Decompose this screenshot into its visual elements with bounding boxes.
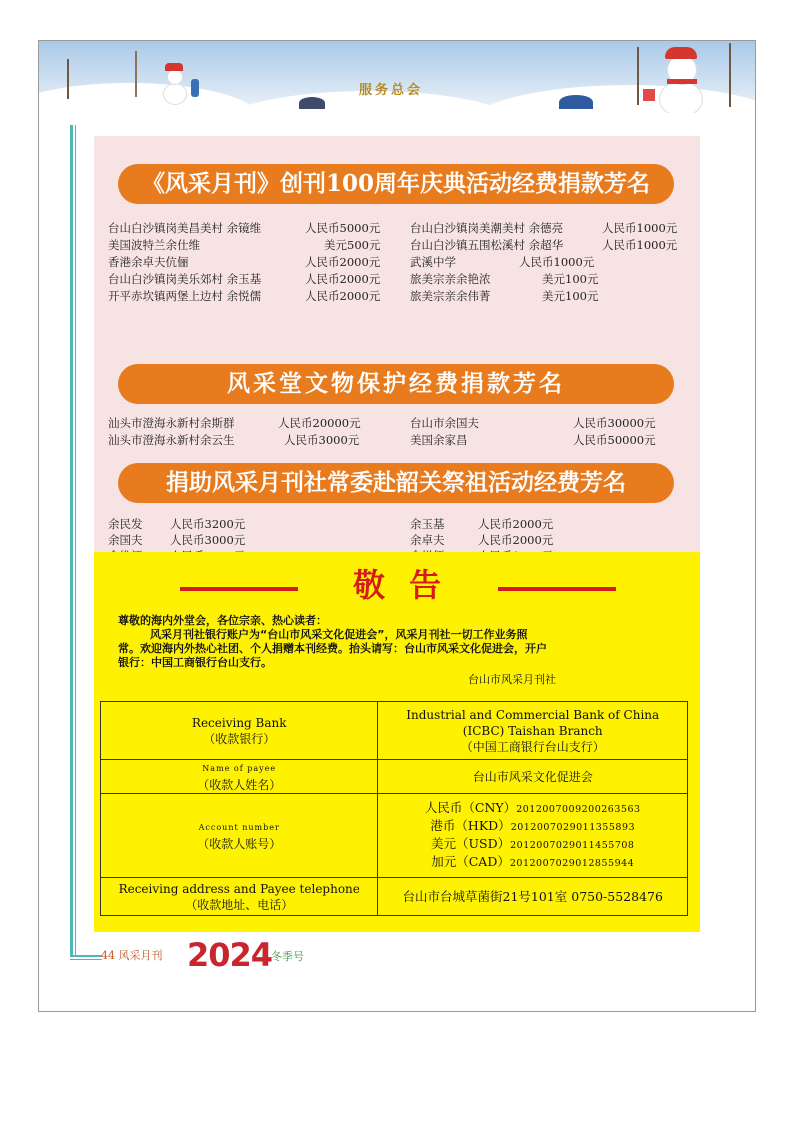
snowman-head xyxy=(167,69,183,85)
donor-amount: 人民币50000元 xyxy=(573,433,656,447)
currency: 港币（HKD） xyxy=(430,817,511,833)
tree-icon xyxy=(637,47,639,105)
table-label-cell xyxy=(101,878,378,916)
tree-icon xyxy=(67,59,69,99)
gift-icon xyxy=(643,89,655,101)
donor-name: 台山白沙镇岗美昌美村 余镜维 xyxy=(108,221,262,235)
section1-title: 《风采月刊》创刊100周年庆典活动经费捐款芳名 xyxy=(118,164,674,204)
table-value-cell xyxy=(378,794,688,878)
donor-amount: 人民币3000元 xyxy=(170,533,246,547)
snow-hill xyxy=(469,85,756,113)
donor-amount: 人民币1000元 xyxy=(602,221,678,235)
table-label-cell xyxy=(101,760,378,794)
notice-body: 风采月刊社银行账户为“台山市风采文化促进会”，风采月刊社一切工作业务照 xyxy=(150,628,528,641)
donor-name: 武溪中学 xyxy=(410,255,456,269)
table-label-cell xyxy=(101,794,378,878)
bush-icon xyxy=(299,97,325,109)
donor-name: 旅美宗亲余伟菁 xyxy=(410,289,491,303)
donor-name: 美国余家昌 xyxy=(410,433,468,447)
label-en: Receiving Bank xyxy=(191,715,287,730)
table-row xyxy=(101,794,688,878)
notice-body: 常。欢迎海内外热心社团、个人捐赠本刊经费。抬头请写：台山市风采文化促进会，开户 xyxy=(118,642,547,655)
account-number: 2012007029011355893 xyxy=(510,821,636,833)
snowman-icon xyxy=(163,83,187,105)
value-cn: （中国工商银行台山支行） xyxy=(460,739,605,754)
account-line xyxy=(378,854,687,872)
donor-name: 台山白沙镇岗美乐郊村 余玉基 xyxy=(108,272,262,286)
tree-icon xyxy=(729,43,731,107)
hat-icon xyxy=(665,47,697,59)
donor-name: 旅美宗亲余艳浓 xyxy=(410,272,491,286)
page xyxy=(38,40,756,1012)
label-cn: （收款人姓名） xyxy=(197,777,282,792)
label-cn: （收款人账号） xyxy=(197,836,282,851)
donor-name: 台山白沙镇岗美潮美村 余德亮 xyxy=(410,221,564,235)
donor-name: 香港余卓夫伉俪 xyxy=(108,255,189,269)
donor-amount: 人民币1000元 xyxy=(519,255,595,269)
notice-panel xyxy=(94,552,700,932)
account-number: 2012007009200263563 xyxy=(516,803,641,815)
footer-rule xyxy=(70,955,102,957)
donor-amount: 美元100元 xyxy=(542,289,599,303)
notice-body: 银行：中国工商银行台山支行。 xyxy=(118,656,272,669)
donor-amount: 人民币1000元 xyxy=(602,238,678,252)
label-en: Receiving address and Payee telephone xyxy=(118,881,360,896)
donor-amount: 人民币2000元 xyxy=(305,255,381,269)
label-cn: （收款银行） xyxy=(203,731,276,746)
currency: 人民币（CNY） xyxy=(424,799,517,815)
footer-page xyxy=(101,947,163,963)
donor-amount: 美元500元 xyxy=(324,238,381,252)
header-title: 服务总会 xyxy=(359,83,424,98)
currency: 加元（CAD） xyxy=(431,853,510,869)
left-border xyxy=(70,125,73,955)
donor-amount: 美元100元 xyxy=(542,272,599,286)
account-number: 2012007029012855944 xyxy=(509,857,635,869)
label-cn: （收款地址、电话） xyxy=(185,897,294,912)
account-line xyxy=(378,800,687,818)
donor-name: 台山市余国夫 xyxy=(410,416,479,430)
donor-name: 余国夫 xyxy=(108,533,143,547)
bank-info-table xyxy=(100,701,688,916)
donor-amount: 人民币3000元 xyxy=(284,433,360,447)
table-row xyxy=(101,702,688,760)
snow-hill xyxy=(39,83,259,113)
hat-icon xyxy=(165,63,183,71)
donor-amount: 人民币2000元 xyxy=(478,517,554,531)
footer-rule xyxy=(70,959,102,960)
donor-name: 台山白沙镇五围松溪村 余超华 xyxy=(410,238,564,252)
notice-greeting: 尊敬的海内外堂会，各位宗亲、热心读者： xyxy=(118,614,327,627)
donor-name: 余卓夫 xyxy=(410,533,445,547)
value-en: Industrial and Commercial Bank of China xyxy=(406,707,660,722)
footer-season: 冬季号 xyxy=(271,950,304,963)
footer-year: 2024 xyxy=(187,936,273,974)
notice-signature: 台山市风采月刊社 xyxy=(468,673,556,686)
donor-amount: 人民币30000元 xyxy=(573,416,656,430)
value-en: (ICBC) Taishan Branch xyxy=(462,723,603,738)
left-border xyxy=(75,125,76,955)
tree-icon xyxy=(135,51,137,97)
section2-title: 风采堂文物保护经费捐款芳名 xyxy=(118,364,674,404)
donor-amount: 人民币2000元 xyxy=(305,272,381,286)
donor-name: 余民发 xyxy=(108,517,143,531)
currency: 美元（USD） xyxy=(430,835,511,851)
snowman-icon xyxy=(659,81,703,113)
header-banner xyxy=(39,41,756,113)
table-value-cell: 台山市风采文化促进会 xyxy=(378,760,688,794)
table-value-cell xyxy=(378,702,688,760)
donor-name: 汕头市澄海永新村余斯群 xyxy=(108,416,235,430)
donor-amount: 人民币5000元 xyxy=(305,221,381,235)
bush-icon xyxy=(559,95,593,109)
table-label-cell xyxy=(101,702,378,760)
account-number: 2012007029011455708 xyxy=(510,839,635,851)
account-line xyxy=(378,818,687,836)
donor-name: 美国波特兰余仕维 xyxy=(108,238,200,252)
donor-name: 开平赤坎镇两堡上边村 余悦儒 xyxy=(108,289,262,303)
label-en: Account number xyxy=(198,822,280,832)
child-figure-icon xyxy=(191,79,199,97)
magazine-name: 风采月刊 xyxy=(118,949,163,962)
donor-name: 余玉基 xyxy=(410,517,445,531)
page-number: 44 xyxy=(101,949,115,962)
donor-amount: 人民币2000元 xyxy=(478,533,554,547)
donor-name: 汕头市澄海永新村余云生 xyxy=(108,433,235,447)
donor-amount: 人民币3200元 xyxy=(170,517,246,531)
section3-title: 捐助风采月刊社常委赴韶关祭祖活动经费芳名 xyxy=(118,463,674,503)
notice-title: 敬告 xyxy=(352,566,465,604)
table-row xyxy=(101,878,688,916)
account-line xyxy=(378,836,687,854)
label-en: Name of payee xyxy=(202,763,277,773)
donor-amount: 人民币2000元 xyxy=(305,289,381,303)
donation-panel xyxy=(94,136,700,552)
table-row xyxy=(101,760,688,794)
donor-amount: 人民币20000元 xyxy=(278,416,361,430)
scarf-icon xyxy=(667,79,697,84)
table-value-cell: 台山市台城草菌街21号101室 0750-5528476 xyxy=(378,878,688,916)
